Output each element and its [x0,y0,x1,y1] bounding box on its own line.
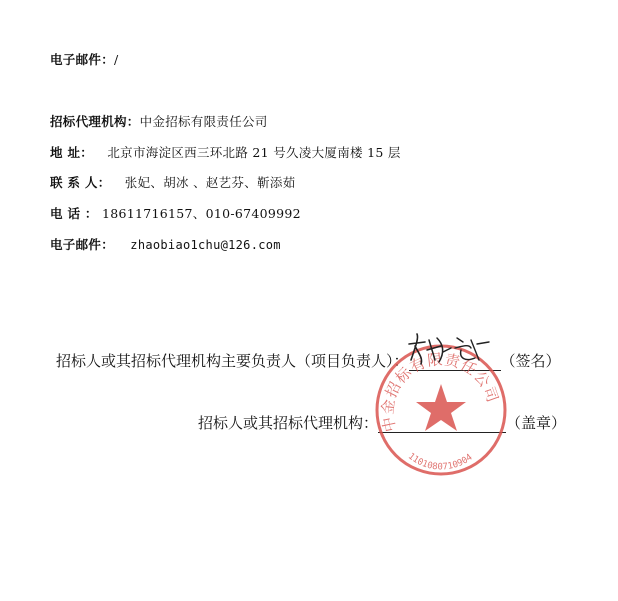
phone-value: 18611716157、010-67409992 [102,206,301,221]
agency-line [50,112,268,130]
seal-number: 1101080710904 [405,451,475,473]
agency-email-label: 电子邮件： [50,237,115,252]
email-top-label: 电子邮件： [50,52,115,67]
seal-arc-text: 中金招标有限责任公司 [378,350,503,434]
agency-email-value: zhaobiao1chu@126.com [130,238,281,252]
contact-line [50,173,295,191]
org-text: 招标人或其招标代理机构： [198,414,379,432]
email-top-value: / [114,52,119,67]
sign-suffix: （签名） [500,352,561,370]
address-label: 地 址： [50,145,94,160]
agency-name: 中金招标有限责任公司 [139,114,268,129]
contact-label: 联 系 人： [50,175,111,190]
agency-email-line [50,235,281,253]
agency-label: 招标代理机构： [50,114,140,129]
handwritten-signature [405,330,497,370]
contact-value: 张妃、胡冰 、赵艺芬、靳添茹 [124,175,296,190]
phone-label: 电 话 ： [50,206,98,221]
seal-star-icon [416,384,466,431]
responsible-text: 招标人或其招标代理机构主要负责人（项目负责人）： [56,352,409,370]
stamp-suffix: （盖章） [506,414,567,432]
email-top-line [50,50,119,68]
address-line [50,143,401,161]
phone-line [50,204,301,222]
address-value: 北京市海淀区西三环北路 21 号久凌大厦南楼 15 层 [107,145,401,160]
